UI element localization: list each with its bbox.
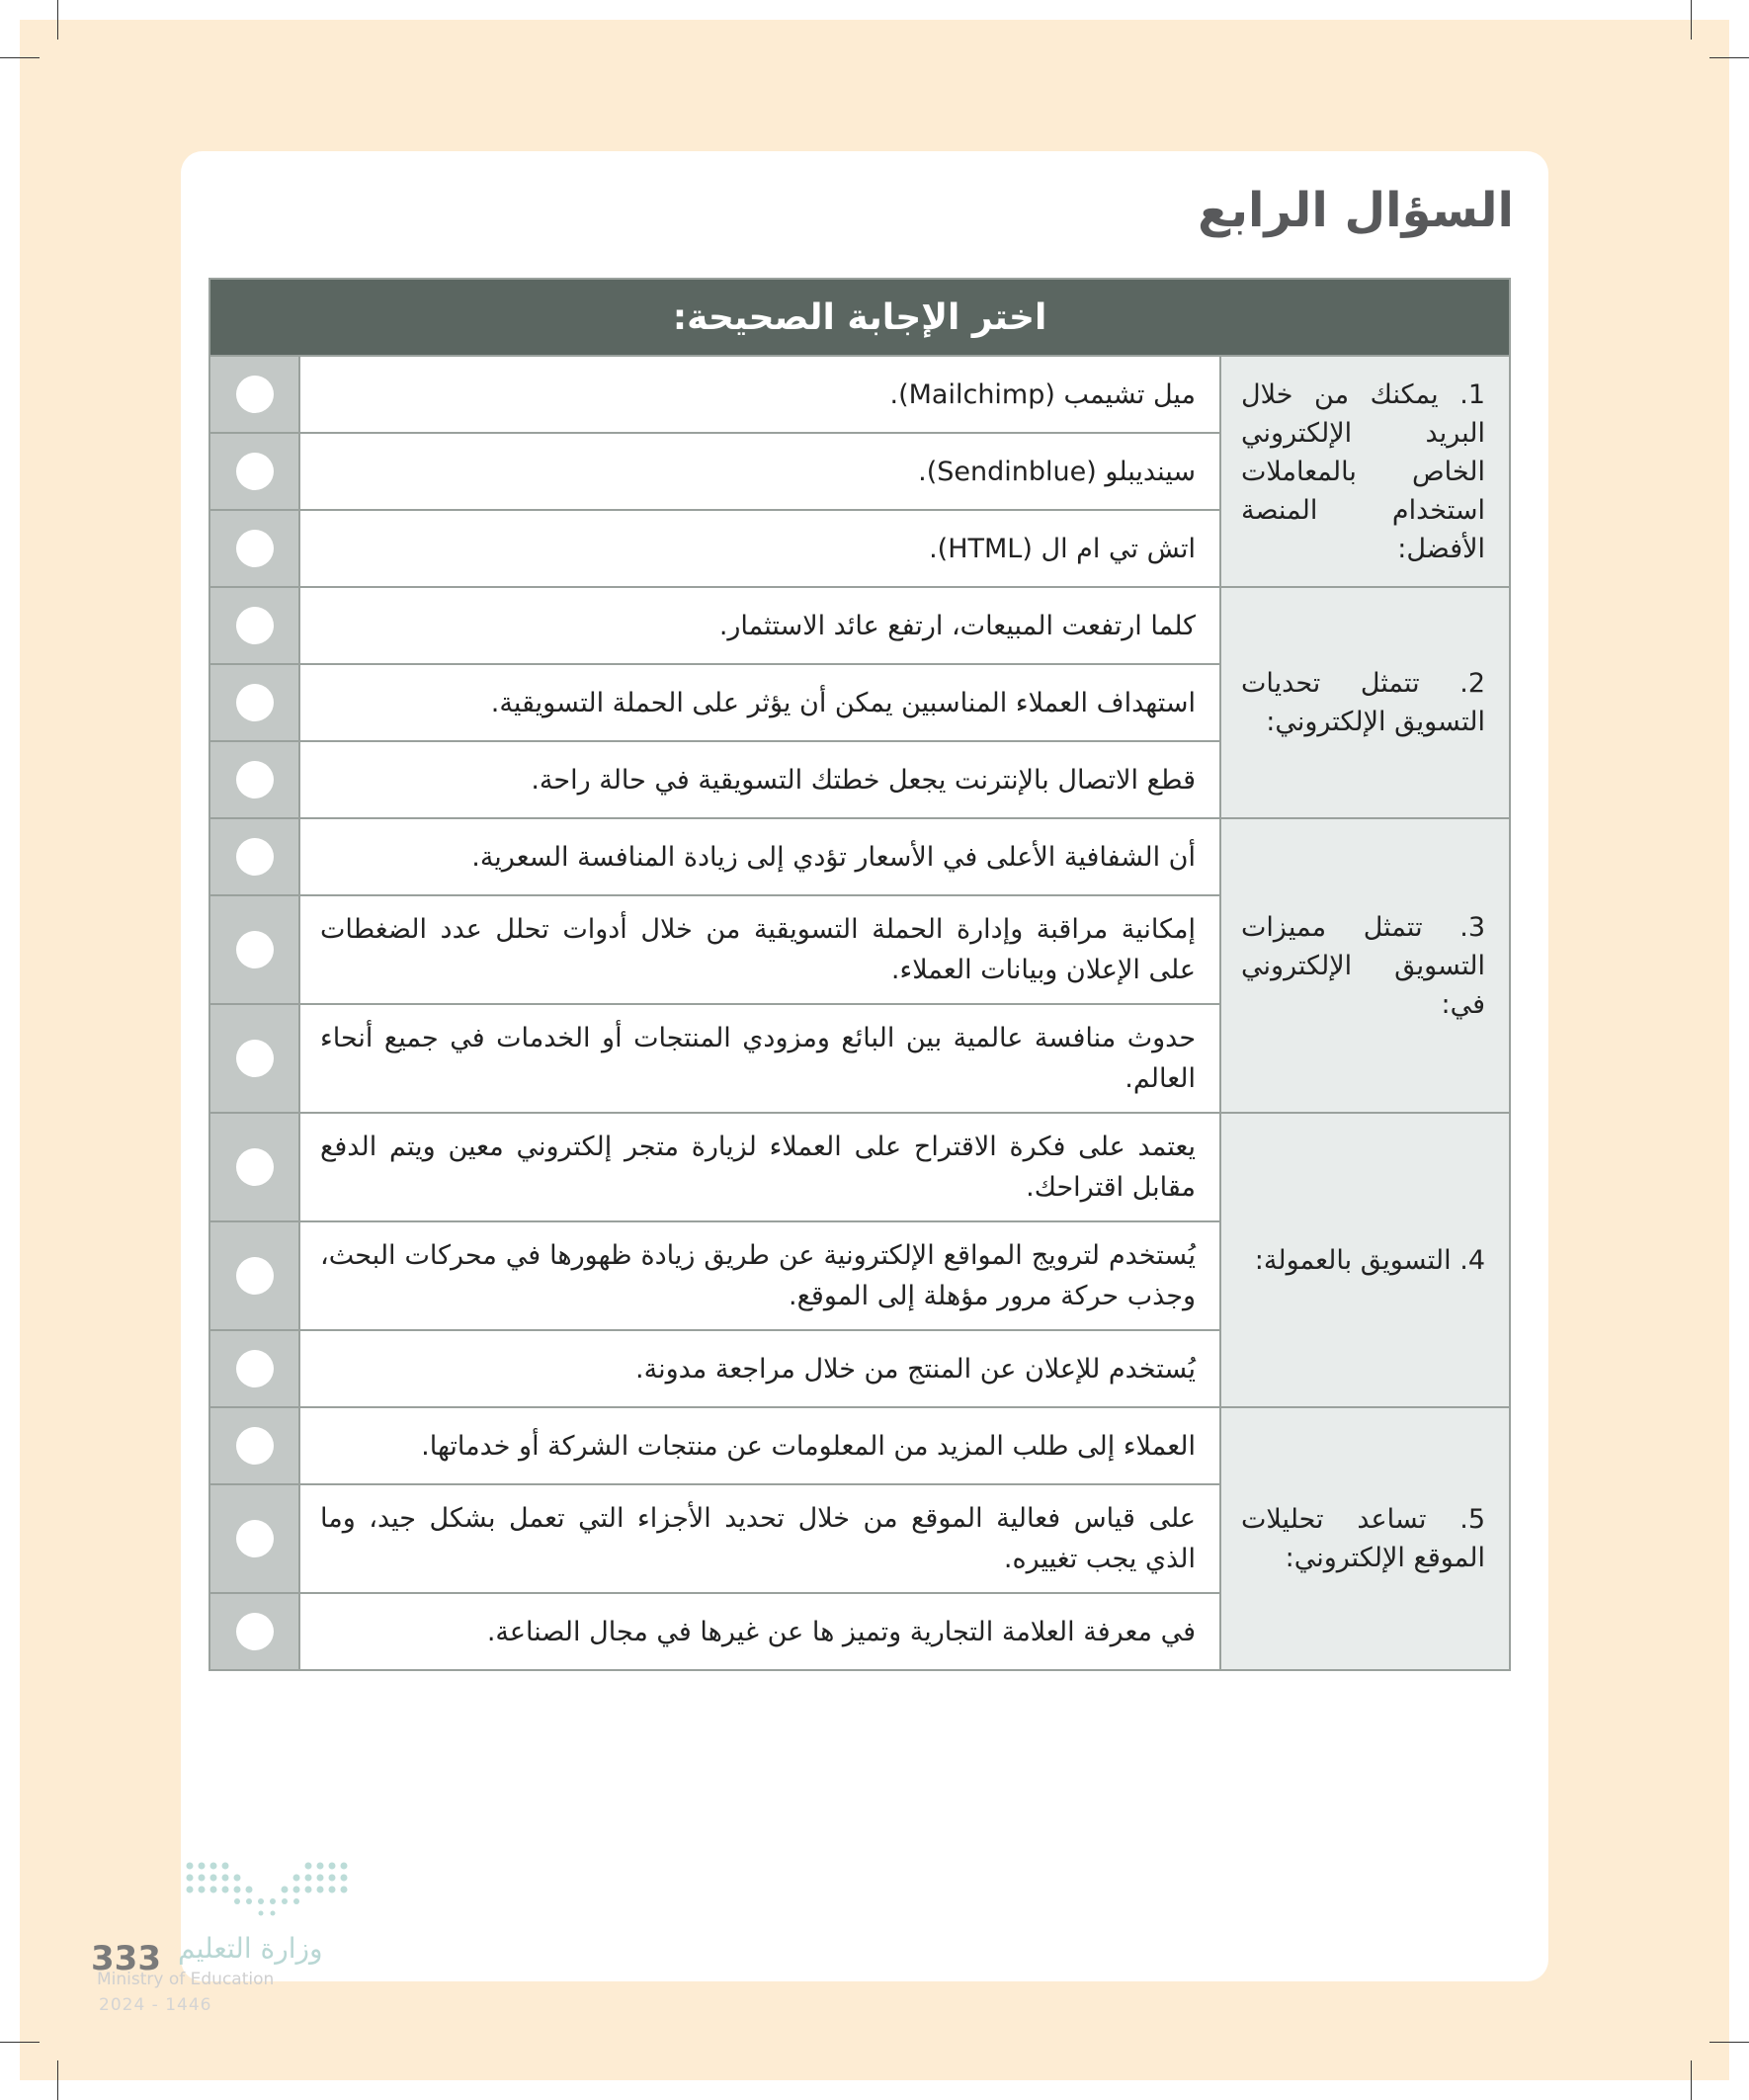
radio-button[interactable] <box>236 1257 274 1295</box>
radio-button[interactable] <box>236 453 274 490</box>
option-1-1: ميل تشيمب (Mailchimp). <box>299 356 1220 433</box>
radio-button[interactable] <box>236 530 274 567</box>
option-4-1: يعتمد على فكرة الاقتراح على العملاء لزيارة متجر إلكتروني معين ويتم الدفع مقابل اقتراحك. <box>299 1113 1220 1221</box>
question-5-text: 5. تساعد تحليلات الموقع الإلكتروني: <box>1220 1407 1510 1670</box>
radio-button[interactable] <box>236 607 274 644</box>
table-header: اختر الإجابة الصحيحة: <box>209 279 1510 356</box>
crop-mark <box>0 2042 40 2043</box>
option-4-2: يُستخدم لترويج المواقع الإلكترونية عن طريق زيادة ظهورها في محركات البحث، وجذب حركة مرور مؤهلة إلى الموقع. <box>299 1221 1220 1330</box>
crop-mark <box>57 2060 58 2100</box>
crop-mark <box>1691 2060 1692 2100</box>
option-2-1: كلما ارتفعت المبيعات، ارتفع عائد الاستثمار. <box>299 587 1220 664</box>
option-3-2: إمكانية مراقبة وإدارة الحملة التسويقية من خلال أدوات تحلل عدد الضغطات على الإعلان وبيانات العملاء. <box>299 895 1220 1004</box>
question-2-text: 2. تتمثل تحديات التسويق الإلكتروني: <box>1220 587 1510 818</box>
radio-button[interactable] <box>236 1350 274 1387</box>
option-3-3: حدوث منافسة عالمية بين البائع ومزودي المنتجات أو الخدمات في جميع أنحاء العالم. <box>299 1004 1220 1113</box>
option-5-3: في معرفة العلامة التجارية وتميز ها عن غيرها في مجال الصناعة. <box>299 1593 1220 1670</box>
edition-year: 2024 - 1446 <box>99 1995 212 2015</box>
radio-button[interactable] <box>236 1040 274 1077</box>
radio-button[interactable] <box>236 1613 274 1650</box>
radio-button[interactable] <box>236 1520 274 1557</box>
option-1-2: سينديبلو (Sendinblue). <box>299 433 1220 510</box>
crop-mark <box>1691 0 1692 40</box>
radio-button[interactable] <box>236 376 274 413</box>
option-2-3: قطع الاتصال بالإنترنت يجعل خطتك التسويقية في حالة راحة. <box>299 741 1220 818</box>
question-1-text: 1. يمكنك من خلال البريد الإلكتروني الخاص بالمعاملات استخدام المنصة الأفضل: <box>1220 356 1510 587</box>
page-number: 333 <box>91 1939 161 1978</box>
radio-button[interactable] <box>236 684 274 721</box>
radio-button[interactable] <box>236 1427 274 1465</box>
option-4-3: يُستخدم للإعلان عن المنتج من خلال مراجعة مدونة. <box>299 1330 1220 1407</box>
crop-mark <box>0 57 40 58</box>
radio-button[interactable] <box>236 761 274 798</box>
option-2-2: استهداف العملاء المناسبين يمكن أن يؤثر على الحملة التسويقية. <box>299 664 1220 741</box>
option-3-1: أن الشفافية الأعلى في الأسعار تؤدي إلى زيادة المنافسة السعرية. <box>299 818 1220 895</box>
page-title: السؤال الرابع <box>1198 183 1514 238</box>
question-3-text: 3. تتمثل مميزات التسويق الإلكتروني في: <box>1220 818 1510 1113</box>
ministry-name-arabic: وزارة التعليم <box>178 1932 323 1965</box>
option-5-2: على قياس فعالية الموقع من خلال تحديد الأجزاء التي تعمل بشكل جيد، وما الذي يجب تغييره. <box>299 1484 1220 1593</box>
radio-button[interactable] <box>236 931 274 968</box>
radio-button[interactable] <box>236 1148 274 1186</box>
crop-mark <box>1709 2042 1749 2043</box>
question-table <box>208 278 1511 1671</box>
ministry-logo-icon <box>184 1860 352 1919</box>
radio-button[interactable] <box>236 838 274 876</box>
option-5-1: العملاء إلى طلب المزيد من المعلومات عن منتجات الشركة أو خدماتها. <box>299 1407 1220 1484</box>
option-1-3: اتش تي ام ال (HTML). <box>299 510 1220 587</box>
question-4-text: 4. التسويق بالعمولة: <box>1220 1113 1510 1407</box>
crop-mark <box>1709 57 1749 58</box>
ministry-name-english: Ministry of Education <box>97 1970 275 1989</box>
crop-mark <box>57 0 58 40</box>
